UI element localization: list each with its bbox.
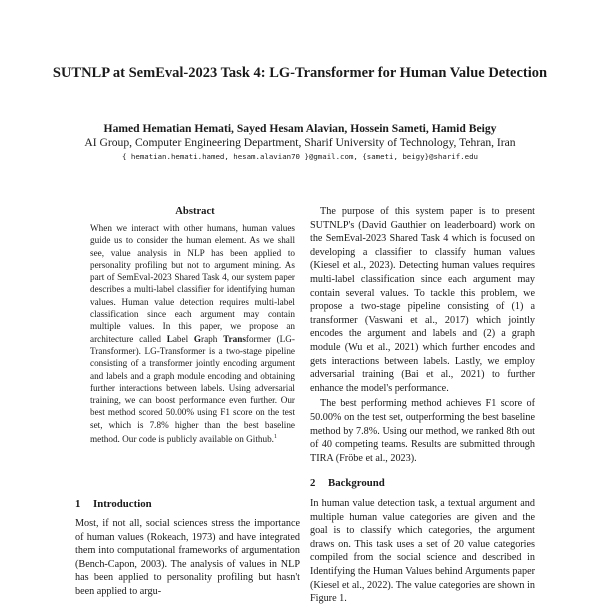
- results-paragraph: The best performing method achieves F1 score of 50.00% on the test set, outperforming the best baseline method by 7.8%. Using our method, we ranked 8th out of 40 competing teams. Results are submitted through TIRA (Fröbe et al., 2023).: [310, 398, 535, 464]
- paper-title: SUTNLP at SemEval-2023 Task 4: LG-Transformer for Human Value Detection: [52, 65, 548, 81]
- author-emails: { hematian.hemati.hamed, hesam.alavian70 }@gmail.com, {sameti, beigy}@sharif.edu: [122, 152, 478, 161]
- purpose-paragraph: The purpose of this system paper is to present SUTNLP's (David Gauthier on leaderboard) work on the SemEval-2023 Shared Task 4 which is focused on developing a classifier to classify human values (Kiesel et al., 2023). Detecting human values requires multi-label classification since each argument may contain several values. To tackle this problem, we propose a two-stage pipeline consisting of (1) a transformer (Vaswani et al., 2017) which jointly encodes the argument and labels and (2) a graph module (Wu et al., 2021) which further encodes and gets interactions between labels. Lastly, we employ adversarial training (Bai et al., 2021) to further enhance the model's performance.: [310, 206, 535, 394]
- introduction-text: [75, 517, 300, 599]
- label-g-bold: G: [193, 333, 202, 344]
- background-heading: [310, 476, 385, 490]
- introduction-title: Introduction: [93, 498, 152, 510]
- label-l-bold: L: [166, 333, 173, 344]
- introduction-number: 1: [75, 498, 81, 510]
- right-column: [310, 205, 535, 465]
- label-trans-bold: Trans: [223, 333, 246, 344]
- label-abel: abel: [172, 333, 194, 344]
- affiliation: AI Group, Computer Engineering Department, Sharif University of Technology, Tehran, Iran: [84, 136, 516, 149]
- background-title: Background: [328, 477, 385, 489]
- label-raph: raph: [201, 333, 224, 344]
- introduction-paragraph: Most, if not all, social sciences stress the importance of human values (Rokeach, 1973) and have integrated them into computational frameworks of argumentation (Bench-Capon, 2003). The analysis of values in NLP has been applied to personality profiling but hasn't been applied to argu-: [75, 518, 300, 597]
- background-text: [310, 497, 535, 606]
- label-former: former: [245, 333, 271, 344]
- abstract-text: [90, 222, 295, 445]
- abstract-text-part1: When we interact with other humans, human values guide us to consider the human element. As we shall see, value analysis in NLP has been applied to personality profiling but not to argument mining. As part of SemEval-2023 Shared Task 4, our system paper describes a multi-label classifier for identifying human values. Human value detection requires multi-label classification since each argument may contain multiple values. In this paper, we propose an architecture called: [90, 223, 295, 344]
- abstract-text-part2: (LG-Transformer). LG-Transformer is a two-stage pipeline consisting of a transformer jointly encoding argument and labels and a graph module encoding and obtaining further interactions between labels. Using adversarial training, we can boost performance even further. Our best method scored 50.00% using F1 score on the test set, which is 7.8% higher than the best baseline method. Our code is publicly available on Github.: [90, 333, 295, 445]
- abstract-heading: Abstract: [175, 206, 215, 217]
- background-paragraph: In human value detection task, a textual argument and multiple human value categories are given and the goal is to classify which categories, the argument draws on. This task uses a set of 20 value categories compiled from the social science and described in Identifying the Human Values behind Arguments paper (Kiesel et al., 2022). The value categories are shown in Figure 1.: [310, 498, 535, 605]
- author-list: Hamed Hematian Hemati, Sayed Hesam Alavian, Hossein Sameti, Hamid Beigy: [103, 122, 497, 135]
- background-number: 2: [310, 477, 316, 489]
- introduction-heading: [75, 497, 152, 511]
- footnote-mark: 1: [273, 434, 277, 441]
